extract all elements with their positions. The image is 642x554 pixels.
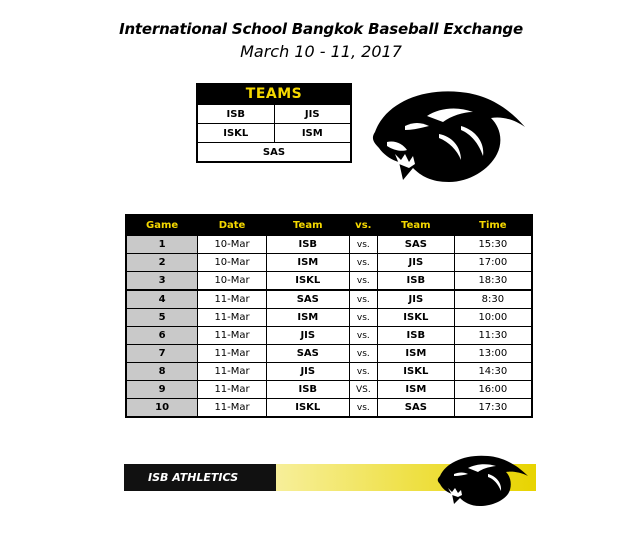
home-team: ISB xyxy=(266,381,349,399)
away-team: ISKL xyxy=(377,363,454,381)
home-team: ISM xyxy=(266,254,349,272)
schedule-header-row xyxy=(126,215,532,236)
home-team: ISKL xyxy=(266,399,349,418)
panther-small-logo-icon xyxy=(432,450,532,506)
table-row xyxy=(126,345,532,363)
game-number: 4 xyxy=(126,290,198,309)
team-cell: SAS xyxy=(262,146,286,158)
team-cell: JIS xyxy=(274,105,351,123)
game-date: 11-Mar xyxy=(198,363,267,381)
game-time: 13:00 xyxy=(454,345,532,363)
game-number: 2 xyxy=(126,254,198,272)
team-cell: ISKL xyxy=(223,127,249,139)
game-time: 8:30 xyxy=(454,290,532,309)
game-number: 10 xyxy=(126,399,198,418)
versus-label: vs. xyxy=(349,272,377,291)
versus-label: vs. xyxy=(349,345,377,363)
column-header: Team xyxy=(266,215,349,236)
versus-label: vs. xyxy=(349,236,377,254)
home-team: JIS xyxy=(266,363,349,381)
table-row xyxy=(126,272,532,291)
away-team: ISB xyxy=(377,272,454,291)
game-date: 11-Mar xyxy=(198,399,267,418)
column-header: Date xyxy=(198,215,267,236)
versus-label: vs. xyxy=(349,254,377,272)
home-team: SAS xyxy=(266,345,349,363)
banner-label: ISB ATHLETICS xyxy=(124,464,276,491)
athletics-banner xyxy=(124,456,536,498)
away-team: JIS xyxy=(377,254,454,272)
game-time: 14:30 xyxy=(454,363,532,381)
away-team: SAS xyxy=(377,236,454,254)
versus-label: vs. xyxy=(349,309,377,327)
game-number: 7 xyxy=(126,345,198,363)
game-number: 1 xyxy=(126,236,198,254)
versus-label: vs. xyxy=(349,363,377,381)
game-time: 17:30 xyxy=(454,399,532,418)
game-number: 3 xyxy=(126,272,198,291)
column-header: Game xyxy=(126,215,198,236)
versus-label: VS. xyxy=(349,381,377,399)
game-date: 11-Mar xyxy=(198,345,267,363)
table-row xyxy=(126,290,532,309)
column-header: Time xyxy=(454,215,532,236)
away-team: SAS xyxy=(377,399,454,418)
game-time: 18:30 xyxy=(454,272,532,291)
table-row xyxy=(126,327,532,345)
team-cell: ISM xyxy=(274,124,351,142)
game-number: 6 xyxy=(126,327,198,345)
table-row xyxy=(126,236,532,254)
game-time: 15:30 xyxy=(454,236,532,254)
table-row xyxy=(126,363,532,381)
home-team: JIS xyxy=(266,327,349,345)
teams-row xyxy=(198,104,350,123)
schedule-table xyxy=(125,214,533,418)
game-date: 10-Mar xyxy=(198,254,267,272)
versus-label: vs. xyxy=(349,327,377,345)
home-team: SAS xyxy=(266,290,349,309)
table-row xyxy=(126,254,532,272)
away-team: ISM xyxy=(377,381,454,399)
versus-label: vs. xyxy=(349,399,377,418)
game-date: 11-Mar xyxy=(198,309,267,327)
page-subtitle: March 10 - 11, 2017 xyxy=(240,42,402,61)
home-team: ISB xyxy=(266,236,349,254)
away-team: ISKL xyxy=(377,309,454,327)
away-team: JIS xyxy=(377,290,454,309)
home-team: ISKL xyxy=(266,272,349,291)
column-header: vs. xyxy=(349,215,377,236)
teams-row xyxy=(198,142,350,161)
table-row xyxy=(126,309,532,327)
game-number: 8 xyxy=(126,363,198,381)
page-title: International School Bangkok Baseball Exchange xyxy=(119,20,523,38)
game-number: 5 xyxy=(126,309,198,327)
away-team: ISB xyxy=(377,327,454,345)
game-number: 9 xyxy=(126,381,198,399)
teams-row xyxy=(198,123,350,142)
game-date: 11-Mar xyxy=(198,381,267,399)
game-date: 11-Mar xyxy=(198,290,267,309)
table-row xyxy=(126,381,532,399)
panther-logo-icon xyxy=(365,82,530,187)
game-time: 11:30 xyxy=(454,327,532,345)
column-header: Team xyxy=(377,215,454,236)
game-date: 10-Mar xyxy=(198,236,267,254)
game-date: 10-Mar xyxy=(198,272,267,291)
teams-box xyxy=(196,83,352,163)
team-cell: ISB xyxy=(226,108,246,120)
home-team: ISM xyxy=(266,309,349,327)
versus-label: vs. xyxy=(349,290,377,309)
table-row xyxy=(126,399,532,418)
game-time: 16:00 xyxy=(454,381,532,399)
game-time: 10:00 xyxy=(454,309,532,327)
teams-heading: TEAMS xyxy=(198,85,350,104)
game-time: 17:00 xyxy=(454,254,532,272)
away-team: ISM xyxy=(377,345,454,363)
game-date: 11-Mar xyxy=(198,327,267,345)
